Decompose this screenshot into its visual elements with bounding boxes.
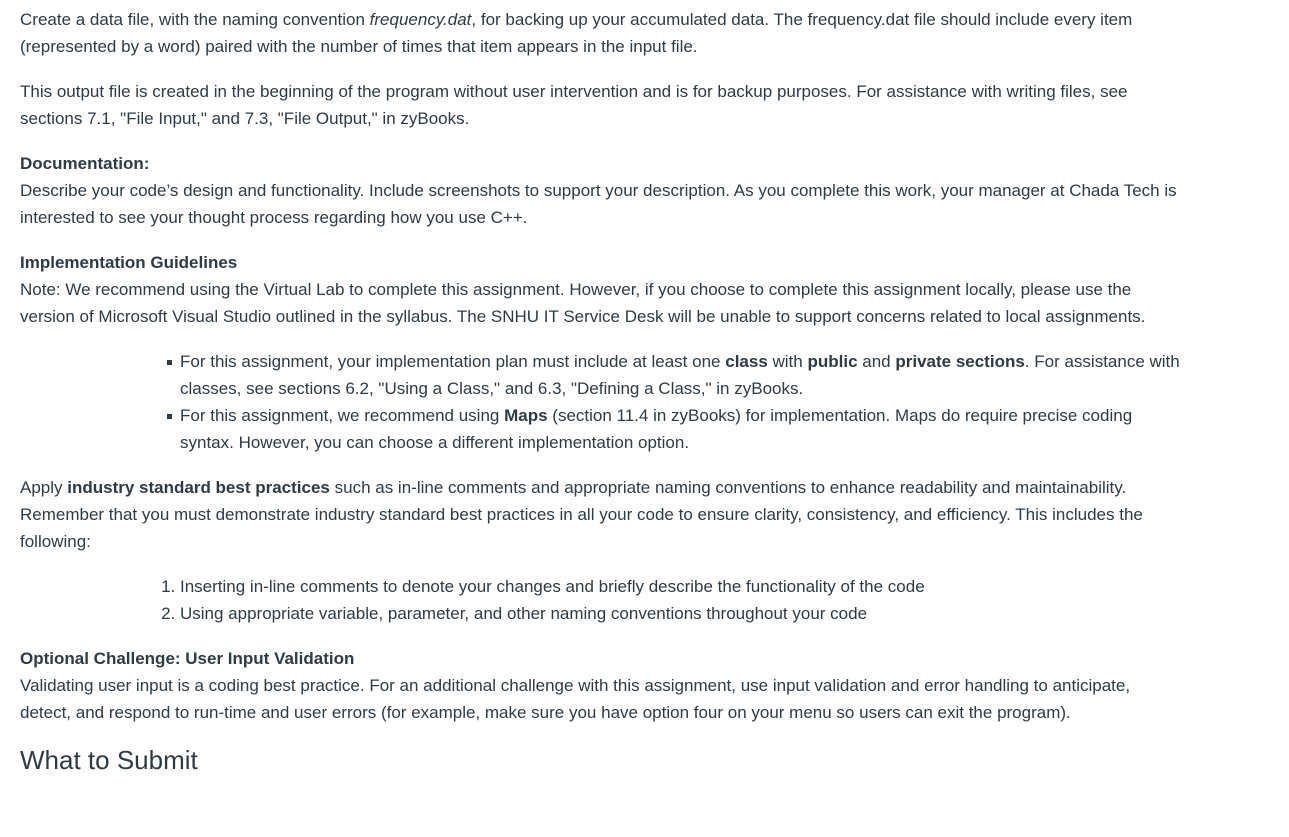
guideline-bullets bbox=[20, 348, 1185, 456]
list-bold: Maps bbox=[504, 406, 548, 425]
list-item bbox=[180, 402, 1185, 456]
list-item: 2. Using appropriate variable, parameter, and other naming conventions throughout your code bbox=[180, 600, 1185, 627]
what-to-submit-heading: What to Submit bbox=[20, 745, 198, 775]
list-text: with bbox=[767, 352, 808, 371]
list-text: For this assignment, we recommend using bbox=[180, 406, 505, 425]
list-text: and bbox=[857, 352, 896, 371]
best-practice-steps bbox=[20, 573, 1185, 627]
section-documentation bbox=[20, 150, 1185, 231]
list-bold: private sections bbox=[895, 352, 1025, 371]
paragraph-text: Create a data file, with the naming convention bbox=[20, 10, 370, 29]
assignment-content bbox=[20, 6, 1185, 776]
paragraph-text: such as in-line comments and appropriate naming conventions to enhance readability and maintainability. Remember that you must demonstrate industry standard best practices in all your code to ensure clarity, consistency, and efficiency. This includes the following: bbox=[20, 478, 1143, 551]
filename-italic: frequency.dat bbox=[369, 10, 472, 29]
list-item bbox=[180, 348, 1185, 402]
documentation-text: Describe your code’s design and functionality. Include screenshots to support your description. As you complete this work, your manager at Chada Tech is interested to see your thought process regarding how you use C++. bbox=[20, 181, 1177, 227]
documentation-heading: Documentation: bbox=[20, 154, 150, 173]
optional-heading: Optional Challenge: User Input Validation bbox=[20, 649, 355, 668]
optional-text: Validating user input is a coding best practice. For an additional challenge with this assignment, use input validation and error handling to anticipate, detect, and respond to run-time and user errors (for example, make sure you have option four on your menu so users can exit the program). bbox=[20, 676, 1131, 722]
paragraph-backup: This output file is created in the beginning of the program without user intervention and is for backup purposes. For assistance with writing files, see sections 7.1, "File Input," and 7.3, "File Output," in zyBooks. bbox=[20, 82, 1128, 128]
implementation-text: Note: We recommend using the Virtual Lab to complete this assignment. However, if you choose to complete this assignment locally, please use the version of Microsoft Visual Studio outlined in the syllabus. The SNHU IT Service Desk will be unable to support concerns related to local assignments. bbox=[20, 280, 1146, 326]
list-text: . For assistance with classes, see sections 6.2, "Using a Class," and 6.3, "Defining a Class," in zyBooks. bbox=[180, 352, 1180, 398]
list-text: (section 11.4 in zyBooks) for implementation. Maps do require precise coding syntax. However, you can choose a different implementation option. bbox=[180, 406, 1133, 452]
paragraph-frequency-file bbox=[20, 6, 1185, 60]
paragraph-text: , for backing up your accumulated data. The frequency.dat file should include every item (represented by a word) paired with the number of times that item appears in the input file. bbox=[20, 10, 1133, 56]
paragraph-bold: industry standard best practices bbox=[67, 478, 330, 497]
implementation-heading: Implementation Guidelines bbox=[20, 253, 238, 272]
list-text: For this assignment, your implementation plan must include at least one bbox=[180, 352, 726, 371]
section-optional-challenge bbox=[20, 645, 1185, 726]
list-item: 1. Inserting in-line comments to denote your changes and briefly describe the functionality of the code bbox=[180, 573, 1185, 600]
paragraph-text: Apply bbox=[20, 478, 68, 497]
section-implementation bbox=[20, 249, 1185, 330]
list-bold: class bbox=[725, 352, 768, 371]
list-bold: public bbox=[807, 352, 858, 371]
paragraph-best-practices bbox=[20, 474, 1185, 555]
